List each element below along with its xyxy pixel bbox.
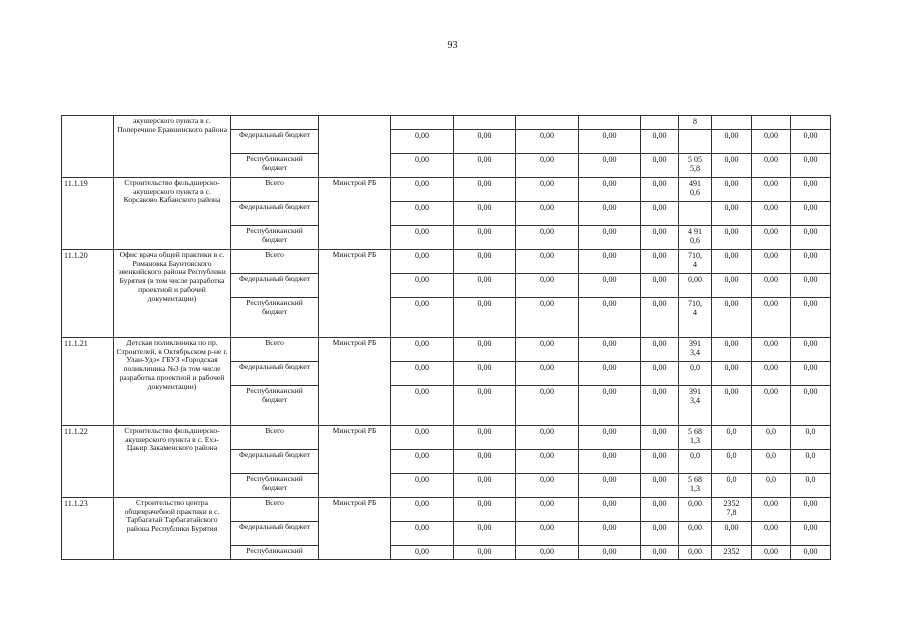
value-cell: 0,00 — [579, 522, 641, 546]
value-cell: 0,00 — [641, 450, 679, 474]
funding-source: Федеральный бюджет — [231, 450, 319, 474]
value-cell: 0,00 — [791, 226, 831, 250]
value-cell: 0,00 — [752, 154, 791, 178]
value-cell: 0,00 — [641, 474, 679, 498]
value-cell — [712, 116, 752, 130]
value-cell: 0,00 — [791, 298, 831, 338]
page-number: 93 — [447, 40, 458, 51]
value-cell: 0,00 — [454, 426, 516, 450]
value-cell: 0,00 — [516, 130, 579, 154]
value-cell: 0,00 — [679, 498, 712, 522]
value-cell: 0,00 — [752, 250, 791, 274]
value-cell: 0,00 — [791, 498, 831, 522]
value-cell: 0,00 — [516, 362, 579, 386]
funding-source — [231, 116, 319, 130]
value-cell — [791, 116, 831, 130]
item-name: Строительство центра общеврачебной практики в с. Тарбагатай Тарбагатайского района Республики Бурятия — [114, 498, 231, 560]
value-cell: 0,00 — [516, 274, 579, 298]
value-cell: 0,00 — [641, 338, 679, 362]
value-cell: 0,00 — [391, 474, 454, 498]
value-cell: 0,0 — [712, 474, 752, 498]
value-cell: 0,00 — [516, 450, 579, 474]
value-cell: 0,00 — [579, 298, 641, 338]
item-number: 11.1.23 — [62, 498, 114, 560]
value-cell: 0,00 — [454, 450, 516, 474]
value-cell: 0,00 — [454, 386, 516, 426]
value-cell: 0,00 — [454, 498, 516, 522]
value-cell: 0,00 — [712, 250, 752, 274]
value-cell: 0,0 — [791, 474, 831, 498]
value-cell: 0,00 — [391, 498, 454, 522]
value-cell: 0,00 — [752, 298, 791, 338]
value-cell: 0,00 — [454, 154, 516, 178]
value-cell: 0,00 — [454, 474, 516, 498]
value-cell: 0,00 — [391, 250, 454, 274]
item-number — [62, 116, 114, 178]
value-cell: 0,00 — [752, 130, 791, 154]
value-cell — [516, 116, 579, 130]
value-cell: 0,00 — [391, 274, 454, 298]
value-cell: 5 681,3 — [679, 426, 712, 450]
value-cell: 0,00 — [791, 274, 831, 298]
value-cell: 0,00 — [679, 522, 712, 546]
table-row — [62, 250, 831, 274]
value-cell: 0,00 — [391, 178, 454, 202]
value-cell: 0,00 — [679, 274, 712, 298]
value-cell: 0,00 — [752, 202, 791, 226]
value-cell: 710,4 — [679, 250, 712, 274]
item-number: 11.1.20 — [62, 250, 114, 338]
funding-source: Федеральный бюджет — [231, 362, 319, 386]
value-cell: 0,0 — [679, 362, 712, 386]
value-cell: 0,00 — [641, 178, 679, 202]
executor: Минстрой РБ — [319, 178, 391, 250]
value-cell: 3913,4 — [679, 338, 712, 362]
value-cell: 0,00 — [454, 274, 516, 298]
value-cell: 0,00 — [391, 386, 454, 426]
value-cell: 0,00 — [391, 130, 454, 154]
value-cell — [454, 116, 516, 130]
value-cell: 0,0 — [712, 450, 752, 474]
value-cell: 0,00 — [579, 362, 641, 386]
value-cell — [579, 116, 641, 130]
table-row — [62, 498, 831, 522]
value-cell: 710,4 — [679, 298, 712, 338]
value-cell: 0,00 — [516, 474, 579, 498]
value-cell: 0,00 — [454, 522, 516, 546]
value-cell: 0,00 — [454, 298, 516, 338]
value-cell: 0,00 — [752, 386, 791, 426]
value-cell: 0,00 — [712, 274, 752, 298]
value-cell: 0,00 — [752, 178, 791, 202]
value-cell: 0,00 — [516, 202, 579, 226]
value-cell: 0,0 — [752, 426, 791, 450]
value-cell: 0,00 — [579, 450, 641, 474]
value-cell: 0,00 — [516, 154, 579, 178]
value-cell: 0,00 — [641, 498, 679, 522]
value-cell: 0,00 — [641, 362, 679, 386]
value-cell: 0,00 — [712, 130, 752, 154]
value-cell: 0,00 — [391, 298, 454, 338]
value-cell: 0,00 — [712, 386, 752, 426]
value-cell: 0,00 — [579, 130, 641, 154]
funding-source: Всего — [231, 498, 319, 522]
value-cell: 0,00 — [641, 522, 679, 546]
value-cell: 0,0 — [679, 450, 712, 474]
value-cell: 0,00 — [454, 226, 516, 250]
value-cell: 0,00 — [791, 154, 831, 178]
funding-source: Федеральный бюджет — [231, 130, 319, 154]
executor — [319, 116, 391, 178]
item-number: 11.1.21 — [62, 338, 114, 426]
executor: Минстрой РБ — [319, 250, 391, 338]
table-row — [62, 426, 831, 450]
value-cell — [752, 116, 791, 130]
value-cell: 0,00 — [791, 178, 831, 202]
value-cell: 0,00 — [579, 498, 641, 522]
value-cell: 0,00 — [579, 546, 641, 560]
value-cell: 0,00 — [641, 250, 679, 274]
value-cell: 0,00 — [641, 298, 679, 338]
value-cell: 0,00 — [712, 226, 752, 250]
value-cell: 0,00 — [712, 522, 752, 546]
value-cell: 0,00 — [752, 338, 791, 362]
value-cell: 0,00 — [391, 226, 454, 250]
value-cell: 3913,4 — [679, 386, 712, 426]
funding-source: Федеральный бюджет — [231, 522, 319, 546]
value-cell: 0,00 — [712, 202, 752, 226]
value-cell: 0,00 — [791, 250, 831, 274]
value-cell: 0,00 — [579, 178, 641, 202]
value-cell: 0,00 — [791, 386, 831, 426]
value-cell: 0,00 — [454, 338, 516, 362]
executor: Минстрой РБ — [319, 338, 391, 426]
value-cell — [391, 116, 454, 130]
value-cell: 0,00 — [454, 362, 516, 386]
funding-source: Республиканский — [231, 546, 319, 560]
budget-table — [61, 115, 831, 560]
value-cell: 0,00 — [579, 274, 641, 298]
value-cell: 8 — [679, 116, 712, 130]
value-cell: 0,00 — [579, 386, 641, 426]
value-cell: 0,00 — [391, 450, 454, 474]
funding-source: Республиканский бюджет — [231, 154, 319, 178]
value-cell: 0,00 — [679, 546, 712, 560]
value-cell: 0,00 — [391, 546, 454, 560]
item-name: Детская поликлиника по пр. Строителей, в Октябрьском р-не г. Улан-Удэ» ГБУЗ «Городская поликлиника №3 (в том числе разработка проектной и рабочей документации) — [114, 338, 231, 426]
value-cell: 0,00 — [752, 498, 791, 522]
value-cell: 0,00 — [516, 546, 579, 560]
value-cell: 0,00 — [391, 202, 454, 226]
table-row — [62, 338, 831, 362]
value-cell: 0,0 — [752, 450, 791, 474]
value-cell: 0,00 — [791, 522, 831, 546]
value-cell — [641, 116, 679, 130]
item-name: Строительство фельдшерско-акушерского пункта в с. Ехэ-Цакир Закаменского района — [114, 426, 231, 498]
value-cell: 0,00 — [641, 154, 679, 178]
value-cell: 0,00 — [454, 178, 516, 202]
funding-source: Республиканский бюджет — [231, 386, 319, 426]
value-cell: 0,00 — [516, 298, 579, 338]
value-cell: 0,00 — [516, 426, 579, 450]
value-cell: 5 681,3 — [679, 474, 712, 498]
item-name: Строительство фельдшерско-акушерского пункта в с. Корсаково Кабанского района — [114, 178, 231, 250]
value-cell: 0,00 — [712, 338, 752, 362]
value-cell: 0,00 — [516, 338, 579, 362]
funding-source: Всего — [231, 250, 319, 274]
executor: Минстрой РБ — [319, 498, 391, 560]
value-cell: 0,00 — [641, 274, 679, 298]
item-number: 11.1.19 — [62, 178, 114, 250]
value-cell: 0,0 — [752, 474, 791, 498]
value-cell: 0,00 — [579, 226, 641, 250]
value-cell: 0,00 — [516, 250, 579, 274]
value-cell: 0,00 — [752, 546, 791, 560]
value-cell: 0,00 — [752, 226, 791, 250]
value-cell: 0,00 — [391, 362, 454, 386]
item-number: 11.1.22 — [62, 426, 114, 498]
value-cell: 0,00 — [712, 154, 752, 178]
funding-source: Федеральный бюджет — [231, 274, 319, 298]
value-cell: 0,00 — [391, 426, 454, 450]
funding-source: Федеральный бюджет — [231, 202, 319, 226]
value-cell: 0,00 — [641, 426, 679, 450]
value-cell — [679, 202, 712, 226]
value-cell: 0,00 — [712, 362, 752, 386]
value-cell: 0,00 — [454, 202, 516, 226]
value-cell: 0,00 — [712, 298, 752, 338]
value-cell: 0,00 — [516, 178, 579, 202]
funding-source: Всего — [231, 338, 319, 362]
value-cell: 0,00 — [516, 498, 579, 522]
value-cell: 0,00 — [712, 178, 752, 202]
value-cell: 0,00 — [791, 546, 831, 560]
funding-source: Республиканский бюджет — [231, 226, 319, 250]
value-cell: 0,00 — [516, 226, 579, 250]
value-cell: 2352 7,8 — [712, 498, 752, 522]
item-name: Офис врача общей практики в с. Романовка Баунтовского эвенкийского района Республики Бурятия (в том числе разработка проектной и рабочей документации) — [114, 250, 231, 338]
value-cell: 0,00 — [391, 338, 454, 362]
value-cell: 0,00 — [791, 130, 831, 154]
value-cell: 0,00 — [791, 362, 831, 386]
value-cell: 0,00 — [579, 474, 641, 498]
value-cell: 0,00 — [391, 154, 454, 178]
value-cell: 0,00 — [752, 522, 791, 546]
value-cell: 0,00 — [579, 426, 641, 450]
funding-source: Республиканский бюджет — [231, 298, 319, 338]
table-row — [62, 178, 831, 202]
funding-source: Всего — [231, 426, 319, 450]
value-cell: 0,00 — [791, 338, 831, 362]
value-cell: 0,00 — [641, 546, 679, 560]
value-cell: 0,0 — [791, 450, 831, 474]
value-cell: 0,00 — [579, 154, 641, 178]
value-cell: 2352 — [712, 546, 752, 560]
value-cell: 0,00 — [579, 250, 641, 274]
value-cell: 0,00 — [579, 338, 641, 362]
value-cell: 4910,6 — [679, 178, 712, 202]
executor: Минстрой РБ — [319, 426, 391, 498]
value-cell: 0,00 — [579, 202, 641, 226]
table-row — [62, 116, 831, 130]
funding-source: Всего — [231, 178, 319, 202]
value-cell: 0,00 — [752, 362, 791, 386]
value-cell: 0,00 — [454, 546, 516, 560]
value-cell: 0,00 — [641, 386, 679, 426]
value-cell: 0,00 — [641, 202, 679, 226]
funding-source: Республиканский бюджет — [231, 474, 319, 498]
item-name: акушерского пункта в с. Поперечное Еравнинского района — [114, 116, 231, 178]
value-cell: 0,00 — [641, 130, 679, 154]
value-cell: 4 910,6 — [679, 226, 712, 250]
value-cell: 0,00 — [641, 226, 679, 250]
value-cell: 0,00 — [791, 202, 831, 226]
value-cell: 0,00 — [516, 386, 579, 426]
value-cell: 0,00 — [516, 522, 579, 546]
value-cell: 0,00 — [454, 250, 516, 274]
value-cell: 5 055,8 — [679, 154, 712, 178]
value-cell: 0,0 — [712, 426, 752, 450]
value-cell: 0,00 — [454, 130, 516, 154]
value-cell: 0,0 — [791, 426, 831, 450]
value-cell: 0,00 — [752, 274, 791, 298]
value-cell: 0,00 — [391, 522, 454, 546]
value-cell — [679, 130, 712, 154]
